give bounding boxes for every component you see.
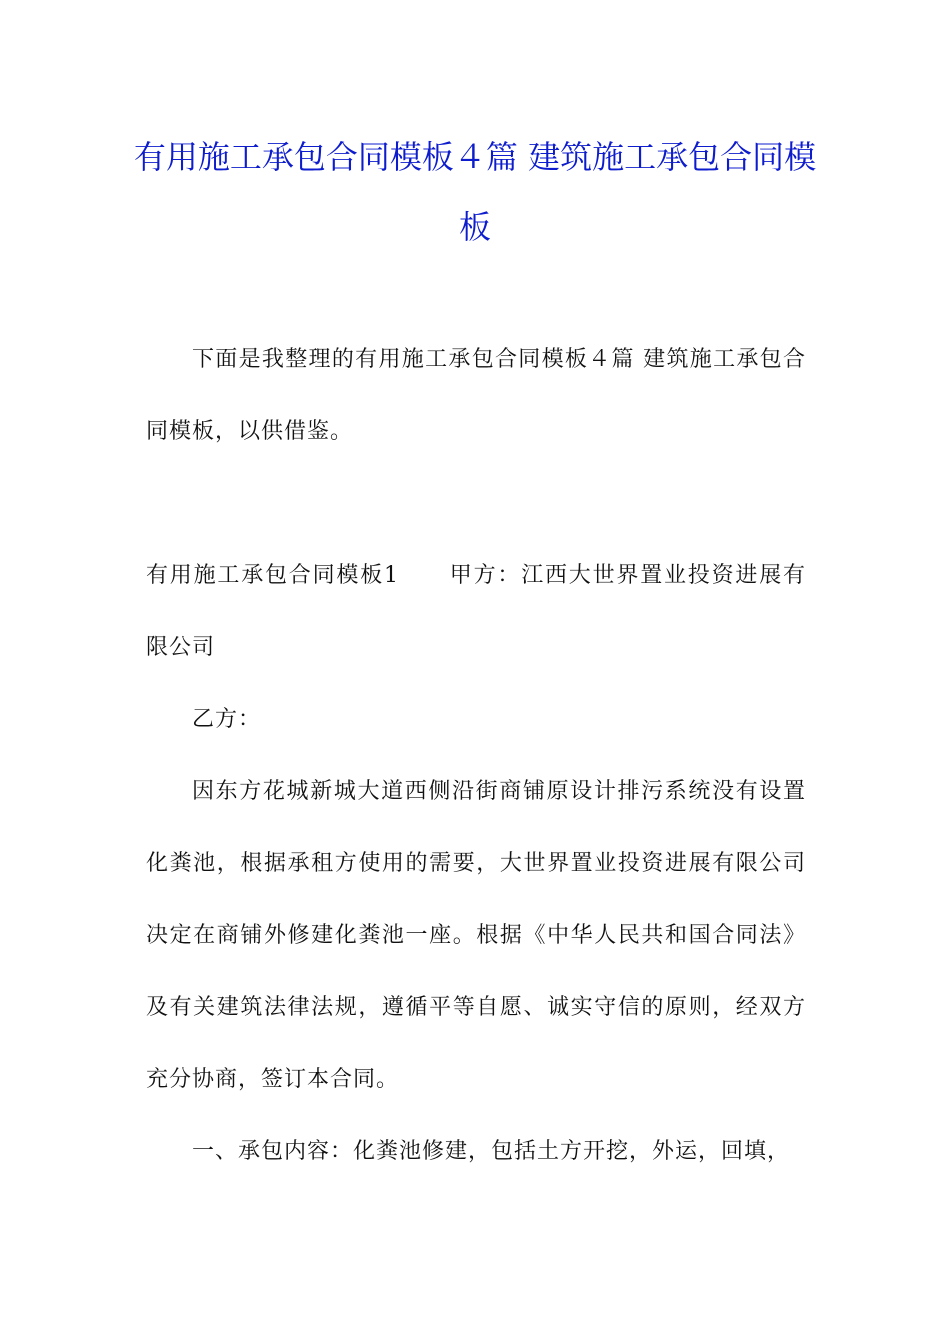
body-paragraph-2: 一、承包内容：化粪池修建，包括土方开挖，外运，回填， — [192, 1139, 791, 1164]
section-heading: 有用施工承包合同模板1 — [146, 563, 399, 588]
party-b-paragraph: 乙方： — [192, 707, 262, 732]
party-a-text: 甲方：江西大世界置业投资进展有限公司 — [146, 563, 806, 660]
intro-paragraph: 下面是我整理的有用施工承包合同模板４篇 建筑施工承包合同模板，以供借鉴。 — [146, 347, 806, 444]
document-body — [146, 324, 806, 1188]
body-paragraph-1: 因东方花城新城大道西侧沿街商铺原设计排污系统没有设置化粪池，根据承租方使用的需要，大世界置业投资进展有限公司决定在商铺外修建化粪池一座。根据《中华人民共和国合同法》及有关建筑法律法规，遵循平等自愿、诚实守信的原则，经双方充分协商，签订本合同。 — [146, 779, 806, 1092]
section-heading-line — [146, 540, 806, 684]
document-title: 有用施工承包合同模板４篇 建筑施工承包合同模板 — [133, 138, 817, 246]
paragraph-spacer — [146, 468, 806, 540]
